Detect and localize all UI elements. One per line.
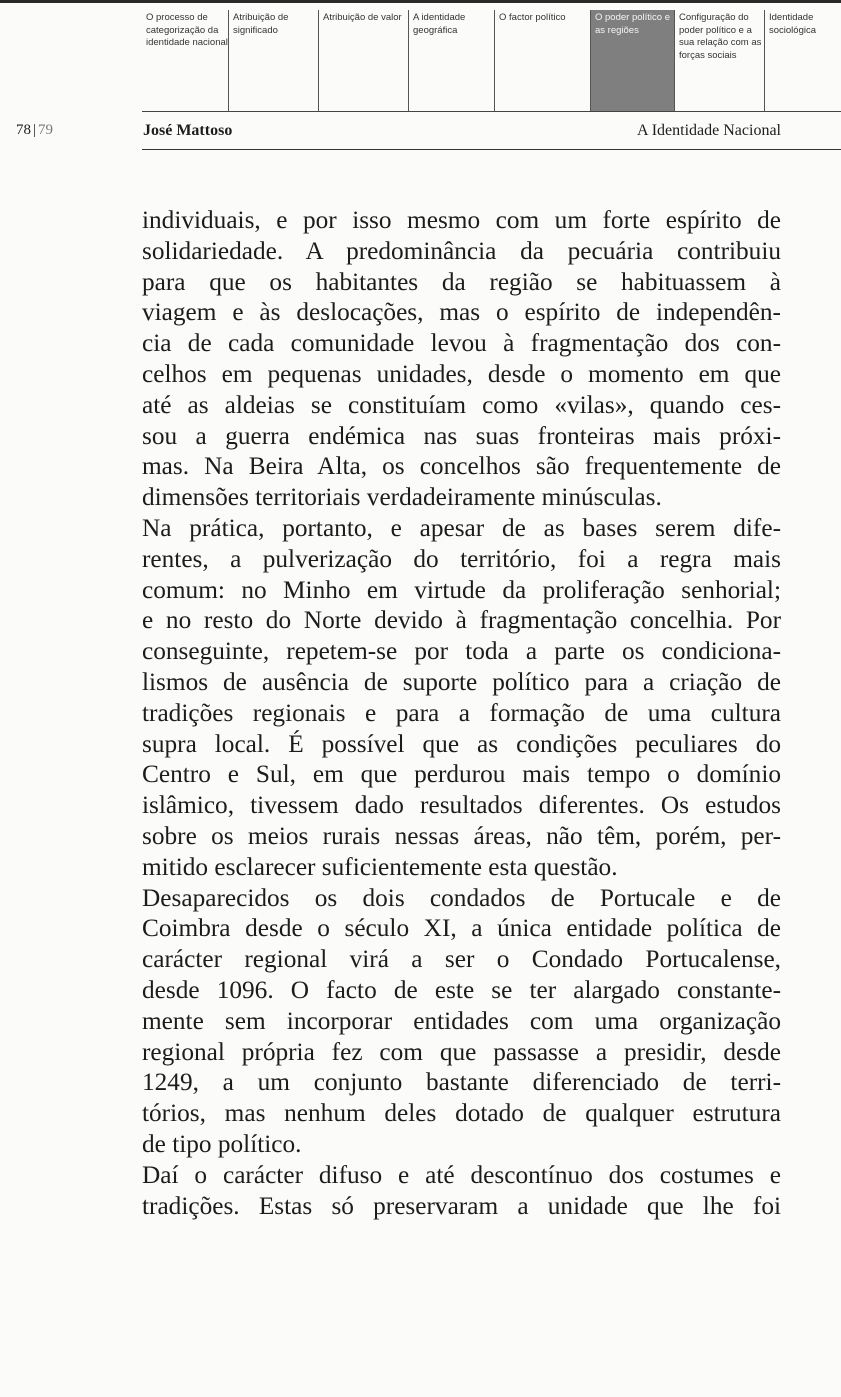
- navigation-bottom-rule: [142, 111, 841, 112]
- text-line: mente sem incorporar entidades com uma organização: [142, 1006, 781, 1035]
- header-rule: [142, 149, 841, 150]
- text-line: mitido esclarecer suficientemente esta questão.: [142, 852, 618, 881]
- text-line: viagem e às deslocações, mas o espírito de independên-: [142, 298, 781, 327]
- text-line: cia de cada comunidade levou à fragmentação dos con-: [142, 329, 781, 358]
- text-line: para que os habitantes da região se habituassem à: [142, 267, 781, 296]
- left-page-number: 78: [16, 122, 31, 138]
- nav-section-categorizacao[interactable]: O processo de categorização da identidade nacional: [146, 12, 228, 48]
- nav-section-significado[interactable]: Atribuição de significado: [228, 10, 318, 112]
- chapter-navigation-bar: [142, 10, 841, 112]
- nav-section-identidade-geografica[interactable]: A identidade geográfica: [408, 10, 494, 112]
- paragraph: [142, 205, 781, 513]
- text-line: islâmico, tivessem dado resultados diferentes. Os estudos: [142, 791, 781, 820]
- text-line: até as aldeias se constituíam como «vilas», quando ces-: [142, 390, 781, 419]
- text-line: regional própria fez com que passasse a presidir, desde: [142, 1037, 781, 1066]
- page-numbers: [16, 122, 53, 139]
- text-line: desde 1096. O facto de este se ter alargado constante-: [142, 975, 781, 1004]
- text-line: Daí o carácter difuso e até descontínuo dos costumes e: [142, 1160, 781, 1189]
- nav-section-configuracao-poder[interactable]: Configuração do poder político e a sua relação com as forças sociais: [674, 10, 764, 112]
- body-text: [142, 205, 781, 1221]
- text-line: conseguinte, repetem-se por toda a parte os condiciona-: [142, 637, 781, 666]
- text-line: comum: no Minho em virtude da proliferação senhorial;: [142, 575, 781, 604]
- text-line: Centro e Sul, em que perdurou mais tempo o domínio: [142, 760, 781, 789]
- nav-section-factor-politico[interactable]: O factor político: [494, 10, 590, 112]
- paragraph: [142, 883, 781, 1160]
- paragraph: [142, 1160, 781, 1222]
- running-head-title: A Identidade Nacional: [637, 122, 781, 139]
- text-line: tórios, mas nenhum deles dotado de qualquer estrutura: [142, 1099, 781, 1128]
- text-line: Na prática, portanto, e apesar de as bases serem dife-: [142, 513, 781, 542]
- text-line: e no resto do Norte devido à fragmentação concelhia. Por: [142, 606, 781, 635]
- page-divider: |: [33, 122, 37, 138]
- text-line: dimensões territoriais verdadeiramente minúsculas.: [142, 483, 662, 512]
- text-line: Coimbra desde o século XI, a única entidade política de: [142, 914, 781, 943]
- nav-section-poder-politico-regioes[interactable]: O poder político e as regiões: [590, 10, 674, 112]
- text-line: solidariedade. A predominância da pecuária contribuiu: [142, 236, 781, 265]
- text-line: lismos de ausência de suporte político para a criação de: [142, 667, 781, 696]
- text-line: carácter regional virá a ser o Condado Portucalense,: [142, 945, 781, 974]
- text-line: rentes, a pulverização do território, foi a regra mais: [142, 544, 781, 573]
- text-line: mas. Na Beira Alta, os concelhos são frequentemente de: [142, 452, 781, 481]
- top-rule: [0, 0, 841, 3]
- text-line: Desaparecidos os dois condados de Portucale e de: [142, 883, 781, 912]
- text-line: tradições regionais e para a formação de uma cultura: [142, 698, 781, 727]
- nav-section-valor[interactable]: Atribuição de valor: [318, 10, 408, 112]
- text-line: sobre os meios rurais nessas áreas, não têm, porém, per-: [142, 821, 781, 850]
- text-line: supra local. É possível que as condições peculiares do: [142, 729, 781, 758]
- text-line: celhos em pequenas unidades, desde o momento em que: [142, 359, 781, 388]
- paragraph: [142, 513, 781, 883]
- text-line: de tipo político.: [142, 1129, 302, 1158]
- text-line: individuais, e por isso mesmo com um forte espírito de: [142, 206, 781, 234]
- text-line: sou a guerra endémica nas suas fronteiras mais próxi-: [142, 421, 781, 450]
- text-line: 1249, a um conjunto bastante diferenciado de terri-: [142, 1068, 781, 1097]
- right-page-number: 79: [38, 122, 54, 138]
- nav-section-identidade-sociologica[interactable]: Identidade sociológica: [764, 10, 841, 112]
- text-line: tradições. Estas só preservaram a unidade que lhe foi: [142, 1191, 781, 1220]
- running-head-author: José Mattoso: [143, 122, 233, 139]
